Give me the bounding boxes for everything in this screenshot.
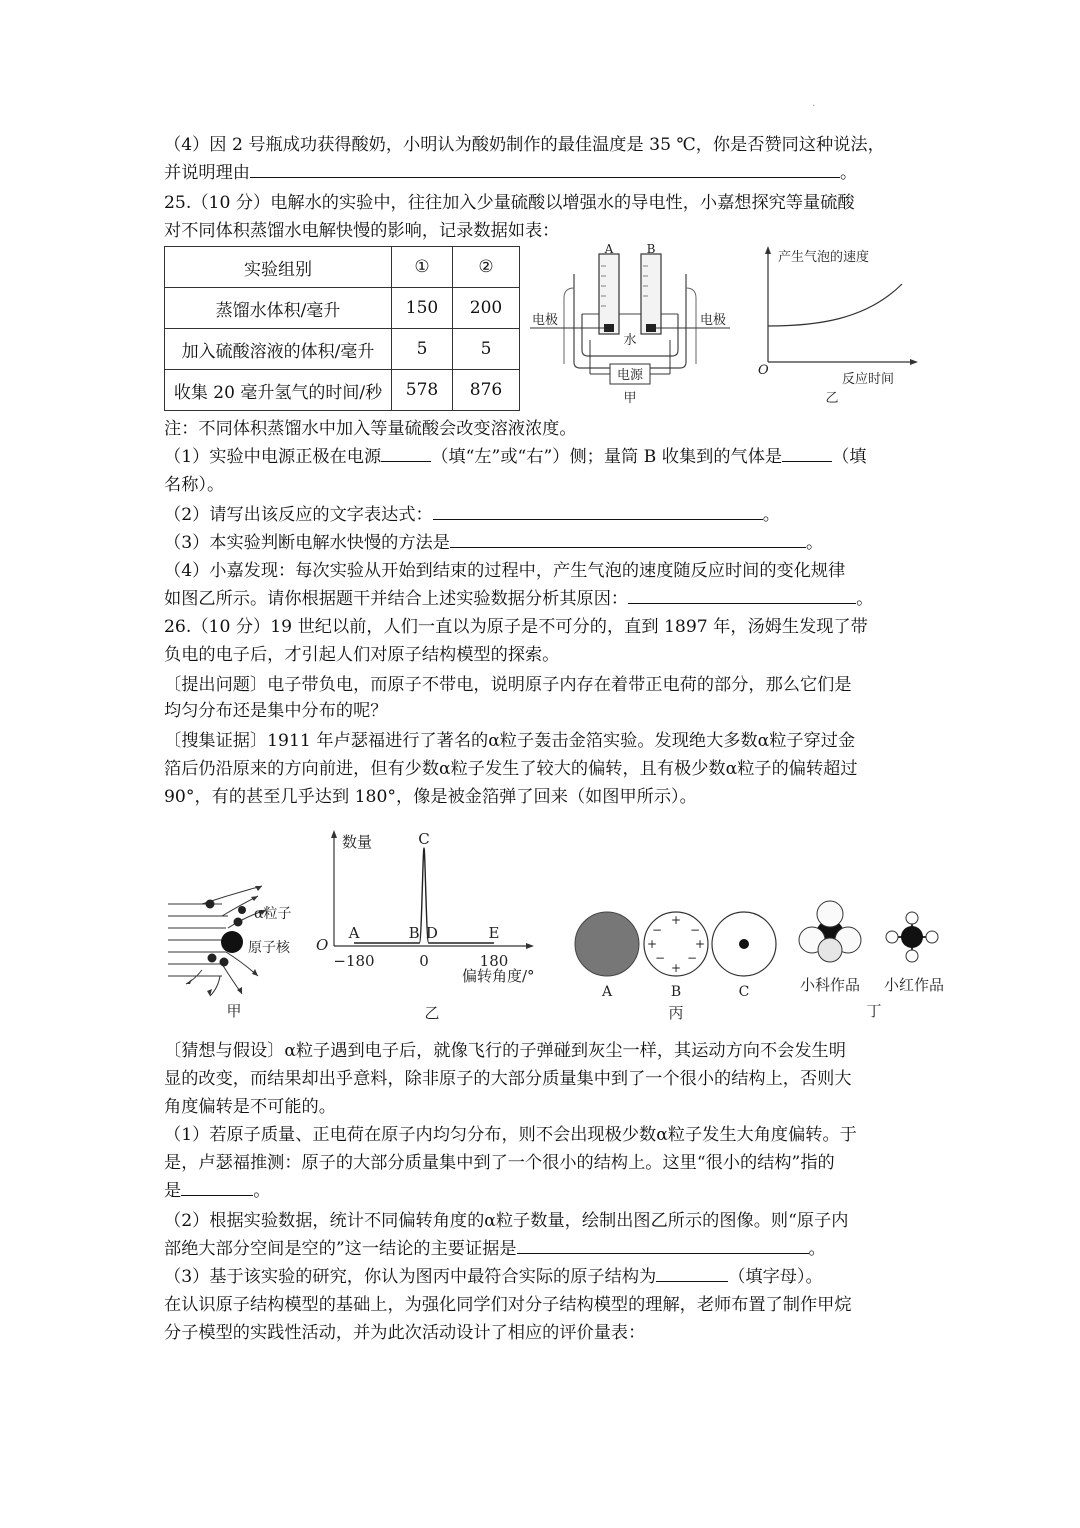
nucleus-label: 原子核 [248, 940, 290, 956]
q25-1-blank-gas[interactable] [782, 446, 832, 462]
water-label: 水 [623, 333, 637, 348]
x-axis-label: 反应时间 [842, 372, 895, 387]
x-tick-label: −180 [333, 952, 375, 970]
q26-line7: 90°，有的甚至几乎达到 180°，像是被金箔弹了回来（如图甲所示）。 [164, 787, 697, 807]
svg-text:−: − [689, 923, 701, 937]
q26-1-line3 [164, 1180, 270, 1202]
y-axis-label: 产生气泡的速度 [778, 250, 870, 265]
period: 。 [805, 533, 824, 553]
model-a [575, 912, 639, 976]
q25-line2: 对不同体积蒸馏水电解快慢的影响，记录数据如表： [164, 221, 560, 241]
q25-3-text: （3）本实验判断电解水快慢的方法是 [164, 533, 450, 553]
q24-4-text: 并说明理由 [164, 163, 250, 183]
methane-models-figure [790, 896, 954, 1026]
period: 。 [253, 1181, 271, 1201]
power-label: 电源 [616, 368, 644, 383]
point-label-d: D [425, 924, 438, 942]
svg-text:+: + [646, 937, 658, 951]
q25-line1: 25.（10 分）电解水的实验中，往往加入少量硫酸以增强水的导电性，小嘉想探究等量硫酸 [164, 193, 855, 213]
q26-line6: 箔后仍沿原来的方向前进，但有少数α粒子发生了较大的偏转，且有极少数α粒子的偏转超过 [164, 759, 858, 779]
svg-text:−: − [654, 951, 666, 965]
q26-line10: 角度偏转是不可能的。 [164, 1097, 336, 1117]
table-cell: 5 [453, 329, 520, 370]
q26-1-text: 是 [164, 1181, 182, 1201]
distribution-curve [354, 848, 494, 943]
period: 。 [762, 505, 780, 525]
origin-label: O [758, 363, 769, 378]
q26-3-text: （3）基于该实验的研究，你认为图丙中最符合实际的原子结构为 [164, 1267, 657, 1287]
q24-4-line1: （4）因 2 号瓶成功获得酸奶，小明认为酸奶制作的最佳温度是 35 ℃，你是否赞同这种说法， [164, 135, 885, 155]
svg-text:−: − [686, 951, 698, 965]
svg-text:+: + [670, 913, 682, 927]
svg-text:−: − [651, 923, 663, 937]
svg-text:+: + [694, 937, 706, 951]
model-c-nucleus [739, 939, 749, 949]
y-axis-label: 数量 [342, 833, 373, 851]
q26-line9: 显的改变，而结果却出乎意料，除非原子的大部分质量集中到了一个很小的结构上，否则大 [164, 1069, 852, 1089]
q25-1-text-b: （填“左”或“右”）侧；量筒 B 收集到的气体是 [431, 447, 783, 467]
q25-4-line2 [164, 588, 873, 610]
figure-caption: 丙 [668, 1004, 684, 1022]
electrolysis-apparatus-figure [530, 244, 730, 410]
model-label: B [670, 984, 682, 1000]
q25-3-answer-blank[interactable] [450, 532, 806, 548]
q25-2-text: （2）请写出该反应的文字表达式： [164, 505, 433, 525]
q25-4-line1: （4）小嘉发现：每次实验从开始到结束的过程中，产生气泡的速度随反应时间的变化规律 [164, 561, 846, 581]
q26-2-line2 [164, 1238, 826, 1260]
table-header-cell: ① [392, 247, 453, 288]
point-label-a: A [348, 924, 360, 942]
table-cell: 200 [453, 288, 520, 329]
table-cell: 加入硫酸溶液的体积/毫升 [165, 329, 392, 370]
q26-1-line2: 是，卢瑟福推测：原子的大部分质量集中到了一个很小的结构上。这里“很小的结构”指的 [164, 1153, 835, 1173]
table-cell: 150 [392, 288, 453, 329]
q25-1-text-a: （1）实验中电源正极在电源 [164, 447, 382, 467]
table-cell: 5 [392, 329, 453, 370]
data-table [164, 246, 520, 411]
svg-text:+: + [670, 961, 682, 975]
table-row [165, 370, 520, 411]
q26-2-line1: （2）根据实验数据，统计不同偏转角度的α粒子数量，绘制出图乙所示的图像。则“原子内 [164, 1211, 849, 1231]
point-label-e: E [488, 924, 500, 942]
q26-3-text-post: （填字母）。 [728, 1267, 823, 1287]
q26-line11: 在认识原子结构模型的基础上，为强化同学们对分子结构模型的理解，老师布置了制作甲烷 [164, 1295, 852, 1315]
point-label-b: B [408, 924, 420, 942]
q26-line3: 〔提出问题〕电子带负电，而原子不带电，说明原子内存在着带正电荷的部分，那么它们是 [164, 675, 852, 695]
q26-3-answer-blank[interactable] [656, 1266, 728, 1282]
q25-4-answer-blank[interactable] [628, 588, 856, 604]
stray-mark: · [812, 101, 816, 112]
q26-2-answer-blank[interactable] [517, 1238, 809, 1254]
q26-1-answer-blank[interactable] [181, 1180, 253, 1196]
table-row [165, 329, 520, 370]
q26-line1: 26.（10 分）19 世纪以前，人们一直以为原子是不可分的，直到 1897 年，汤姆生发现了带 [164, 617, 868, 637]
period: 。 [856, 589, 874, 609]
period: 。 [808, 1239, 826, 1259]
model-label: C [738, 984, 750, 1000]
q25-2-answer-blank[interactable] [433, 504, 763, 520]
q25-4-text: 如图乙所示。请你根据题干并结合上述实验数据分析其原因： [164, 589, 629, 609]
q25-2-line [164, 504, 780, 526]
figure-caption: 甲 [623, 391, 637, 406]
point-label-c: C [418, 830, 430, 848]
q26-line2: 负电的电子后，才引起人们对原子结构模型的探索。 [164, 645, 560, 665]
figure-caption: 甲 [226, 1002, 242, 1020]
q26-1-line1: （1）若原子质量、正电荷在原子内均匀分布，则不会出现极少数α粒子发生大角度偏转。于 [164, 1125, 857, 1145]
xiaohong-model [886, 912, 938, 962]
q26-line4: 均匀分布还是集中分布的呢？ [164, 701, 388, 721]
q25-3-line [164, 532, 823, 554]
alpha-particle-label: α粒子 [254, 906, 292, 922]
q26-line8: 〔猜想与假设〕α粒子遇到电子后，就像飞行的子弹碰到灰尘一样，其运动方向不会发生明 [164, 1041, 846, 1061]
q26-line5: 〔搜集证据〕1911 年卢瑟福进行了著名的α粒子轰击金箔实验。发现绝大多数α粒子穿过金 [164, 731, 856, 751]
speed-curve [768, 284, 902, 326]
table-cell: 876 [453, 370, 520, 411]
electrode-left-label: 电极 [532, 313, 559, 328]
table-row [165, 288, 520, 329]
figure-caption: 乙 [825, 391, 839, 406]
q26-2-text: 部绝大部分空间是空的”这一结论的主要证据是 [164, 1239, 517, 1259]
q26-3-line [164, 1266, 823, 1288]
figure-caption: 丁 [866, 1002, 882, 1020]
tube-b-label: B [646, 244, 656, 256]
table-header-cell: ② [453, 247, 520, 288]
q25-1-line1 [164, 446, 866, 468]
bubble-speed-graph [756, 244, 920, 410]
q25-1-line2: 名称）。 [164, 475, 225, 495]
nucleus [221, 931, 243, 953]
deflection-distribution-chart [312, 826, 568, 1024]
q25-1-text-c: （填 [832, 447, 867, 467]
q25-1-blank-side[interactable] [381, 446, 431, 462]
origin-label: O [316, 936, 329, 954]
q25-note: 注：不同体积蒸馏水中加入等量硫酸会改变溶液浓度。 [164, 419, 577, 439]
xiaoke-model [799, 901, 861, 962]
atom-models-figure [570, 904, 786, 1024]
period: 。 [839, 163, 858, 183]
electrode-right-label: 电极 [700, 313, 727, 328]
model-label: A [601, 984, 613, 1000]
table-header-cell: 实验组别 [165, 247, 392, 288]
x-axis-label: 偏转角度/° [462, 967, 535, 985]
x-tick-label: 0 [419, 952, 429, 970]
x-tick-label: 180 [479, 952, 509, 970]
tube-a-label: A [604, 244, 614, 256]
alpha-scattering-figure [162, 876, 312, 1024]
figure-caption: 乙 [424, 1004, 440, 1022]
table-cell: 蒸馏水体积/毫升 [165, 288, 392, 329]
table-header-row [165, 247, 520, 288]
q26-line12: 分子模型的实践性活动，并为此次活动设计了相应的评价量表： [164, 1323, 646, 1343]
model-label: 小红作品 [883, 976, 945, 994]
table-cell: 578 [392, 370, 453, 411]
table-cell: 收集 20 毫升氢气的时间/秒 [165, 370, 392, 411]
model-label: 小科作品 [799, 976, 861, 994]
q24-4-answer-blank[interactable] [250, 162, 840, 178]
q24-4-line2 [164, 162, 857, 184]
